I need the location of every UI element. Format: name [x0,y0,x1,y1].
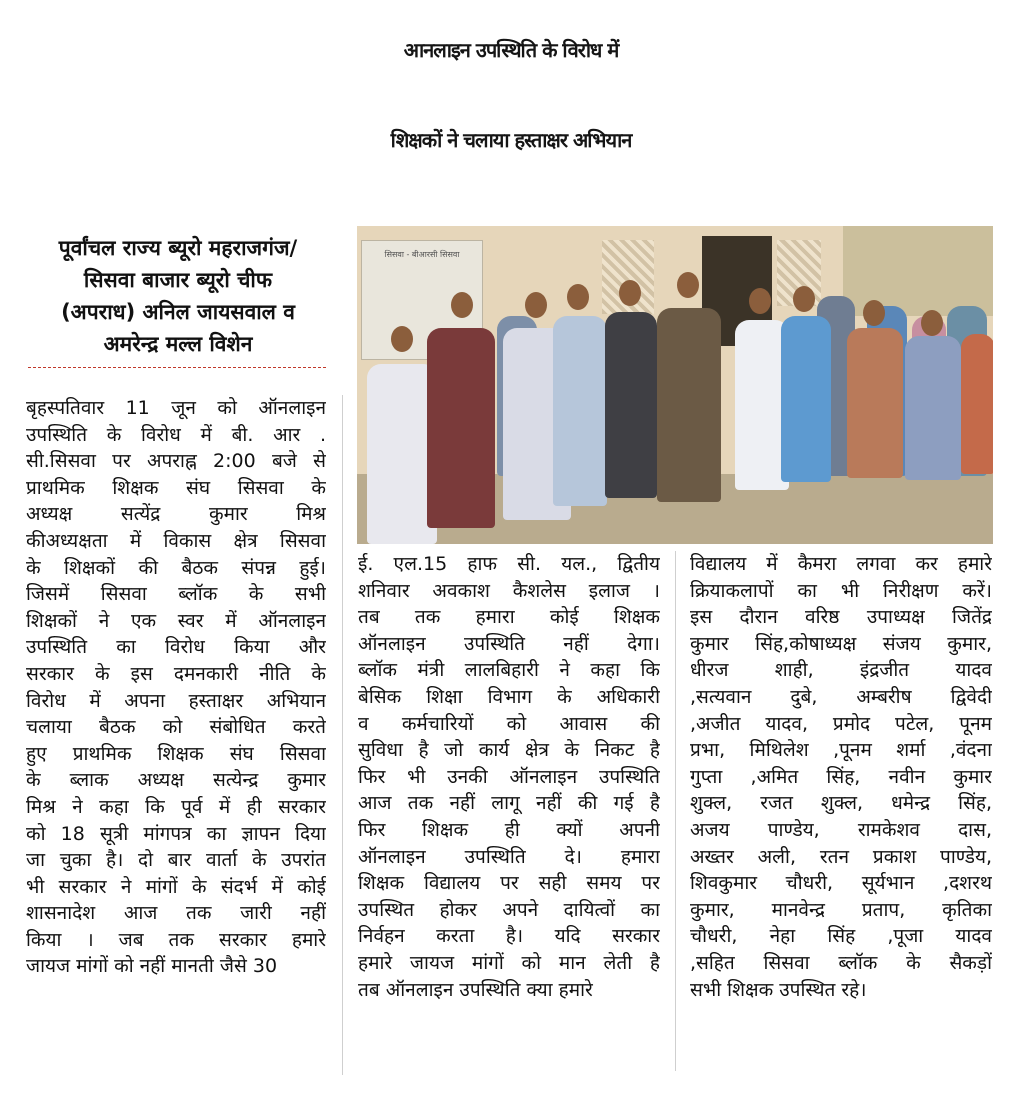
article-line: उपस्थिति का विरोध किया और [26,636,326,659]
article-line: ,सत्यवान दुबे, अम्बरीष द्विवेदी [690,685,992,708]
article-line: गुप्ता ,अमित सिंह, नवीन कुमार [690,765,992,788]
article-line: ,सहित सिसवा ब्लॉक के सैकड़ों [690,951,992,974]
photo-person [961,334,993,474]
byline-line-2: सिसवा बाजार ब्यूरो चीफ [83,268,273,292]
photo-person [905,336,961,480]
article-line: आज तक नहीं लागू नहीं की गई है [358,792,660,815]
article-line: हुए प्राथमिक शिक्षक संघ सिसवा [26,742,326,765]
article-line: किया । जब तक सरकार हमारे [26,928,326,951]
article-line: जायज मांगों को नहीं मानती जैसे 30 [26,955,278,978]
article-line: ब्लॉक मंत्री लालबिहारी ने कहा कि [358,659,660,682]
byline-line-1: पूर्वांचल राज्य ब्यूरो महराजगंज/ [58,236,298,260]
article-line: जा चुका है। दो बार वार्ता के उपरांत [26,849,326,872]
photo-person-head [921,310,943,336]
photo-person [605,312,657,498]
photo-person-head [619,280,641,306]
article-line: अख्तर अली, रतन प्रकाश पाण्डेय, [690,845,992,868]
byline-line-4: अमरेन्द्र मल्ल विशेन [103,332,253,356]
article-line: शासनादेश आज तक जारी नहीं [26,902,326,925]
article-line: शुक्ल, रजत शुक्ल, धमेन्द्र सिंह, [690,792,992,815]
article-column-3 [690,551,992,1003]
article-line: तब ऑनलाइन उपस्थिति क्या हमारे [358,978,593,1001]
article-line: फिर शिक्षक ही क्यों अपनी [358,818,660,841]
article-line: विरोध में अपना हस्ताक्षर अभियान [26,689,326,712]
article-line: भी सरकार ने मांगों के संदर्भ में कोई [26,875,326,898]
article-line: तब तक हमारा कोई शिक्षक [358,606,660,629]
column-divider [675,551,676,1071]
article-line: सी.सिसवा पर अपराह्न 2:00 बजे से [26,450,326,473]
photo-person-head [567,284,589,310]
article-line: धीरज शाही, इंद्रजीत यादव [690,659,992,682]
article-line: शिक्षक विद्यालय पर सही समय पर [358,872,660,895]
article-line: फिर भी उनकी ऑनलाइन उपस्थिति [358,765,660,788]
article-line: शिक्षकों ने एक स्वर में ऑनलाइन [26,609,326,632]
byline-divider [28,367,326,368]
article-line: बेसिक शिक्षा विभाग के अधिकारी [358,685,660,708]
article-line: प्राथमिक शिक्षक संघ सिसवा के [26,476,326,499]
article-line: जिसमें सिसवा ब्लॉक के सभी [26,583,326,606]
article-line: चलाया बैठक को संबोधित करते [26,716,326,739]
byline-line-3: (अपराध) अनिल जायसवाल व [61,300,295,324]
article-line: प्रभा, मिथिलेश ,पूनम शर्मा ,वंदना [690,739,992,762]
photo-person-head [863,300,885,326]
photo-person-head [525,292,547,318]
headline-line-2: शिक्षकों ने चलाया हस्ताक्षर अभियान [390,128,632,152]
article-line: बृहस्पतिवार 11 जून को ऑनलाइन [26,397,326,419]
article-line: सरकार के इस दमनकारी नीति के [26,662,326,685]
article-line: निर्वहन करता है। यदि सरकार [358,925,660,948]
photo-person [427,328,495,528]
article-line: को 18 सूत्री मांगपत्र का ज्ञापन दिया [26,822,326,845]
article-line: उपस्थिति के विरोध में बी. आर . [26,423,326,446]
article-line: ऑनलाइन उपस्थिति नहीं देगा। [358,632,660,655]
article-line: ,अजीत यादव, प्रमोद पटेल, पूनम [690,712,992,735]
photo-person-head [451,292,473,318]
article-line: क्रियाकलापों का भी निरीक्षण करें। [690,579,992,602]
photo-person-head [749,288,771,314]
article-line: चौधरी, नेहा सिंह ,पूजा यादव [690,925,992,948]
byline [28,232,328,360]
article-line: इस दौरान वरिष्ठ उपाध्यक्ष जितेंद्र [690,606,992,629]
photo-person-head [677,272,699,298]
article-line: ई. एल.15 हाफ सी. यल., द्वितीय [358,553,660,575]
group-photo [357,226,993,544]
article-column-2 [358,551,660,1003]
photo-person-head [793,286,815,312]
photo-person [657,308,721,502]
article-line: अजय पाण्डेय, रामकेशव दास, [690,818,992,841]
column-divider [342,395,343,1075]
article-line: मिश्र ने कहा कि पूर्व में ही सरकार [26,795,326,818]
article-line: अध्यक्ष सत्येंद्र कुमार मिश्र [26,503,326,526]
photo-person [781,316,831,482]
article-line: कुमार सिंह,कोषाध्यक्ष संजय कुमार, [690,632,992,655]
article-line: व कर्मचारियों को आवास की [358,712,660,735]
photo-person-head [391,326,413,352]
article-line: शनिवार अवकाश कैशलेस इलाज । [358,579,660,602]
article-line: उपस्थित होकर अपने दायित्वों का [358,898,660,921]
article-line: के शिक्षकों की बैठक संपन्न हुई। [26,556,326,579]
article-line: ऑनलाइन उपस्थिति दे। हमारा [358,845,660,868]
photo-person [847,328,903,478]
article-line: कुमार, मानवेन्द्र प्रताप, कृतिका [690,898,992,921]
photo-board-text: सिसवा - बीआरसी सिसवा [384,250,460,259]
article-line: कीअध्यक्षता में विकास क्षेत्र सिसवा [26,529,326,552]
article-line: सुविधा है जो कार्य क्षेत्र के निकट है [358,739,660,762]
article-line: विद्यालय में कैमरा लगवा कर हमारे [690,553,992,575]
photo-person [553,316,607,506]
article-line: हमारे जायज मांगों को मान लेती है [358,951,660,974]
article-line: सभी शिक्षक उपस्थित रहे। [690,978,867,1001]
article-line: के ब्लाक अध्यक्ष सत्येन्द्र कुमार [26,769,326,792]
article-column-1 [26,395,326,980]
headline-line-1: आनलाइन उपस्थिति के विरोध में [403,38,619,62]
article-line: शिवकुमार चौधरी, सूर्यभान ,दशरथ [690,872,992,895]
